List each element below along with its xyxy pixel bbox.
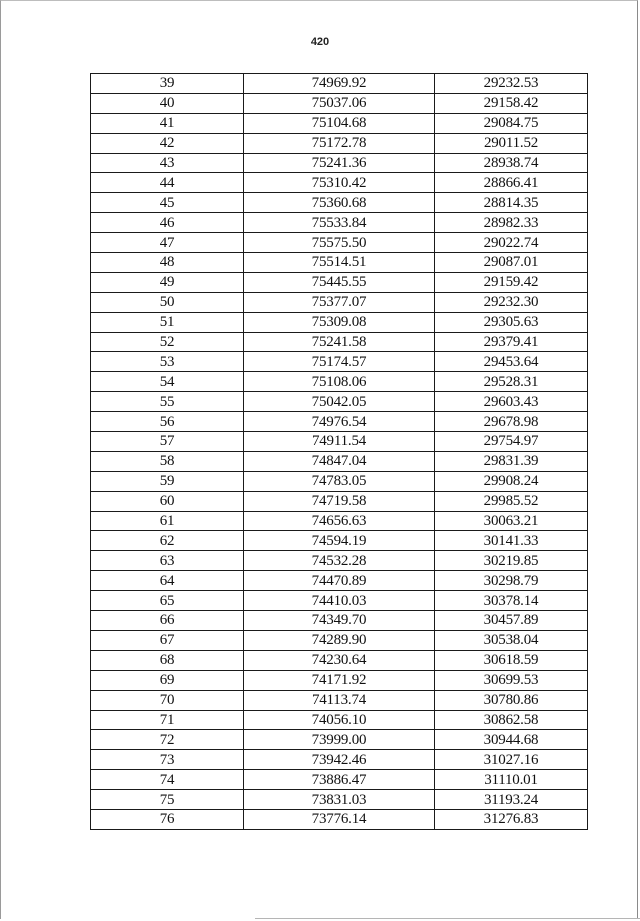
y-coordinate-cell: 29754.97 <box>435 432 588 452</box>
y-coordinate-cell: 31193.24 <box>435 790 588 810</box>
point-number-cell: 56 <box>91 412 244 432</box>
point-number-cell: 72 <box>91 730 244 750</box>
scan-edge-line <box>255 918 640 919</box>
point-number-cell: 70 <box>91 690 244 710</box>
table-row <box>91 133 588 153</box>
y-coordinate-cell: 29159.42 <box>435 272 588 292</box>
y-coordinate-cell: 29678.98 <box>435 412 588 432</box>
table-row <box>91 412 588 432</box>
point-number-cell: 51 <box>91 312 244 332</box>
point-number-cell: 63 <box>91 551 244 571</box>
x-coordinate-cell: 75174.57 <box>244 352 435 372</box>
table-row <box>91 272 588 292</box>
table-row <box>91 531 588 551</box>
point-number-cell: 48 <box>91 253 244 273</box>
y-coordinate-cell: 31276.83 <box>435 809 588 829</box>
x-coordinate-cell: 75360.68 <box>244 193 435 213</box>
table-row <box>91 213 588 233</box>
table-row <box>91 670 588 690</box>
x-coordinate-cell: 74911.54 <box>244 432 435 452</box>
table-row <box>91 392 588 412</box>
table-row <box>91 312 588 332</box>
y-coordinate-cell: 29087.01 <box>435 253 588 273</box>
point-number-cell: 73 <box>91 750 244 770</box>
table-row <box>91 352 588 372</box>
x-coordinate-cell: 74171.92 <box>244 670 435 690</box>
y-coordinate-cell: 29232.30 <box>435 292 588 312</box>
table-row <box>91 690 588 710</box>
x-coordinate-cell: 75172.78 <box>244 133 435 153</box>
y-coordinate-cell: 29158.42 <box>435 93 588 113</box>
x-coordinate-cell: 74532.28 <box>244 551 435 571</box>
x-coordinate-cell: 75104.68 <box>244 113 435 133</box>
table-row <box>91 730 588 750</box>
table-row <box>91 630 588 650</box>
x-coordinate-cell: 74969.92 <box>244 74 435 94</box>
table-row <box>91 113 588 133</box>
point-number-cell: 54 <box>91 372 244 392</box>
x-coordinate-cell: 74976.54 <box>244 412 435 432</box>
point-number-cell: 64 <box>91 571 244 591</box>
y-coordinate-cell: 29232.53 <box>435 74 588 94</box>
point-number-cell: 41 <box>91 113 244 133</box>
point-number-cell: 55 <box>91 392 244 412</box>
point-number-cell: 76 <box>91 809 244 829</box>
y-coordinate-cell: 30699.53 <box>435 670 588 690</box>
point-number-cell: 57 <box>91 432 244 452</box>
x-coordinate-cell: 74056.10 <box>244 710 435 730</box>
table-row <box>91 193 588 213</box>
point-number-cell: 66 <box>91 611 244 631</box>
coordinates-table <box>90 73 588 830</box>
point-number-cell: 71 <box>91 710 244 730</box>
y-coordinate-cell: 28938.74 <box>435 153 588 173</box>
table-row <box>91 332 588 352</box>
x-coordinate-cell: 75108.06 <box>244 372 435 392</box>
table-row <box>91 591 588 611</box>
y-coordinate-cell: 29908.24 <box>435 471 588 491</box>
point-number-cell: 67 <box>91 630 244 650</box>
point-number-cell: 40 <box>91 93 244 113</box>
x-coordinate-cell: 73886.47 <box>244 770 435 790</box>
x-coordinate-cell: 75241.36 <box>244 153 435 173</box>
table-row <box>91 173 588 193</box>
point-number-cell: 58 <box>91 451 244 471</box>
y-coordinate-cell: 30063.21 <box>435 511 588 531</box>
point-number-cell: 47 <box>91 233 244 253</box>
table-row <box>91 571 588 591</box>
x-coordinate-cell: 75310.42 <box>244 173 435 193</box>
point-number-cell: 53 <box>91 352 244 372</box>
point-number-cell: 75 <box>91 790 244 810</box>
point-number-cell: 61 <box>91 511 244 531</box>
table-row <box>91 790 588 810</box>
y-coordinate-cell: 29022.74 <box>435 233 588 253</box>
x-coordinate-cell: 73942.46 <box>244 750 435 770</box>
point-number-cell: 39 <box>91 74 244 94</box>
page-number: 420 <box>310 36 330 48</box>
y-coordinate-cell: 29603.43 <box>435 392 588 412</box>
x-coordinate-cell: 75575.50 <box>244 233 435 253</box>
point-number-cell: 44 <box>91 173 244 193</box>
y-coordinate-cell: 29305.63 <box>435 312 588 332</box>
table-row <box>91 451 588 471</box>
y-coordinate-cell: 29379.41 <box>435 332 588 352</box>
table-row <box>91 471 588 491</box>
y-coordinate-cell: 30862.58 <box>435 710 588 730</box>
y-coordinate-cell: 30538.04 <box>435 630 588 650</box>
x-coordinate-cell: 74349.70 <box>244 611 435 631</box>
y-coordinate-cell: 29985.52 <box>435 491 588 511</box>
x-coordinate-cell: 74470.89 <box>244 571 435 591</box>
x-coordinate-cell: 74113.74 <box>244 690 435 710</box>
point-number-cell: 68 <box>91 650 244 670</box>
table-row <box>91 551 588 571</box>
table-row <box>91 750 588 770</box>
x-coordinate-cell: 74847.04 <box>244 451 435 471</box>
table-row <box>91 233 588 253</box>
x-coordinate-cell: 73831.03 <box>244 790 435 810</box>
y-coordinate-cell: 31027.16 <box>435 750 588 770</box>
y-coordinate-cell: 30219.85 <box>435 551 588 571</box>
y-coordinate-cell: 30141.33 <box>435 531 588 551</box>
x-coordinate-cell: 75309.08 <box>244 312 435 332</box>
x-coordinate-cell: 74289.90 <box>244 630 435 650</box>
y-coordinate-cell: 28866.41 <box>435 173 588 193</box>
x-coordinate-cell: 75377.07 <box>244 292 435 312</box>
point-number-cell: 60 <box>91 491 244 511</box>
y-coordinate-cell: 29011.52 <box>435 133 588 153</box>
y-coordinate-cell: 29084.75 <box>435 113 588 133</box>
y-coordinate-cell: 30378.14 <box>435 591 588 611</box>
x-coordinate-cell: 75241.58 <box>244 332 435 352</box>
table-row <box>91 432 588 452</box>
y-coordinate-cell: 28814.35 <box>435 193 588 213</box>
point-number-cell: 46 <box>91 213 244 233</box>
table-row <box>91 491 588 511</box>
x-coordinate-cell: 75514.51 <box>244 253 435 273</box>
x-coordinate-cell: 75533.84 <box>244 213 435 233</box>
x-coordinate-cell: 73776.14 <box>244 809 435 829</box>
table-row <box>91 153 588 173</box>
table-row <box>91 710 588 730</box>
table-row <box>91 809 588 829</box>
point-number-cell: 42 <box>91 133 244 153</box>
table-row <box>91 372 588 392</box>
point-number-cell: 43 <box>91 153 244 173</box>
point-number-cell: 59 <box>91 471 244 491</box>
x-coordinate-cell: 74656.63 <box>244 511 435 531</box>
table-row <box>91 650 588 670</box>
y-coordinate-cell: 30780.86 <box>435 690 588 710</box>
table-row <box>91 74 588 94</box>
point-number-cell: 50 <box>91 292 244 312</box>
x-coordinate-cell: 74410.03 <box>244 591 435 611</box>
y-coordinate-cell: 29528.31 <box>435 372 588 392</box>
x-coordinate-cell: 74783.05 <box>244 471 435 491</box>
y-coordinate-cell: 29453.64 <box>435 352 588 372</box>
point-number-cell: 69 <box>91 670 244 690</box>
x-coordinate-cell: 74594.19 <box>244 531 435 551</box>
point-number-cell: 52 <box>91 332 244 352</box>
y-coordinate-cell: 31110.01 <box>435 770 588 790</box>
coordinates-table-body <box>91 74 588 830</box>
table-row <box>91 253 588 273</box>
table-row <box>91 292 588 312</box>
table-row <box>91 511 588 531</box>
point-number-cell: 65 <box>91 591 244 611</box>
point-number-cell: 45 <box>91 193 244 213</box>
table-row <box>91 611 588 631</box>
x-coordinate-cell: 74719.58 <box>244 491 435 511</box>
y-coordinate-cell: 30457.89 <box>435 611 588 631</box>
x-coordinate-cell: 75445.55 <box>244 272 435 292</box>
y-coordinate-cell: 28982.33 <box>435 213 588 233</box>
x-coordinate-cell: 75037.06 <box>244 93 435 113</box>
y-coordinate-cell: 30298.79 <box>435 571 588 591</box>
point-number-cell: 62 <box>91 531 244 551</box>
x-coordinate-cell: 75042.05 <box>244 392 435 412</box>
y-coordinate-cell: 30618.59 <box>435 650 588 670</box>
table-row <box>91 93 588 113</box>
x-coordinate-cell: 74230.64 <box>244 650 435 670</box>
x-coordinate-cell: 73999.00 <box>244 730 435 750</box>
point-number-cell: 74 <box>91 770 244 790</box>
table-row <box>91 770 588 790</box>
point-number-cell: 49 <box>91 272 244 292</box>
y-coordinate-cell: 29831.39 <box>435 451 588 471</box>
y-coordinate-cell: 30944.68 <box>435 730 588 750</box>
